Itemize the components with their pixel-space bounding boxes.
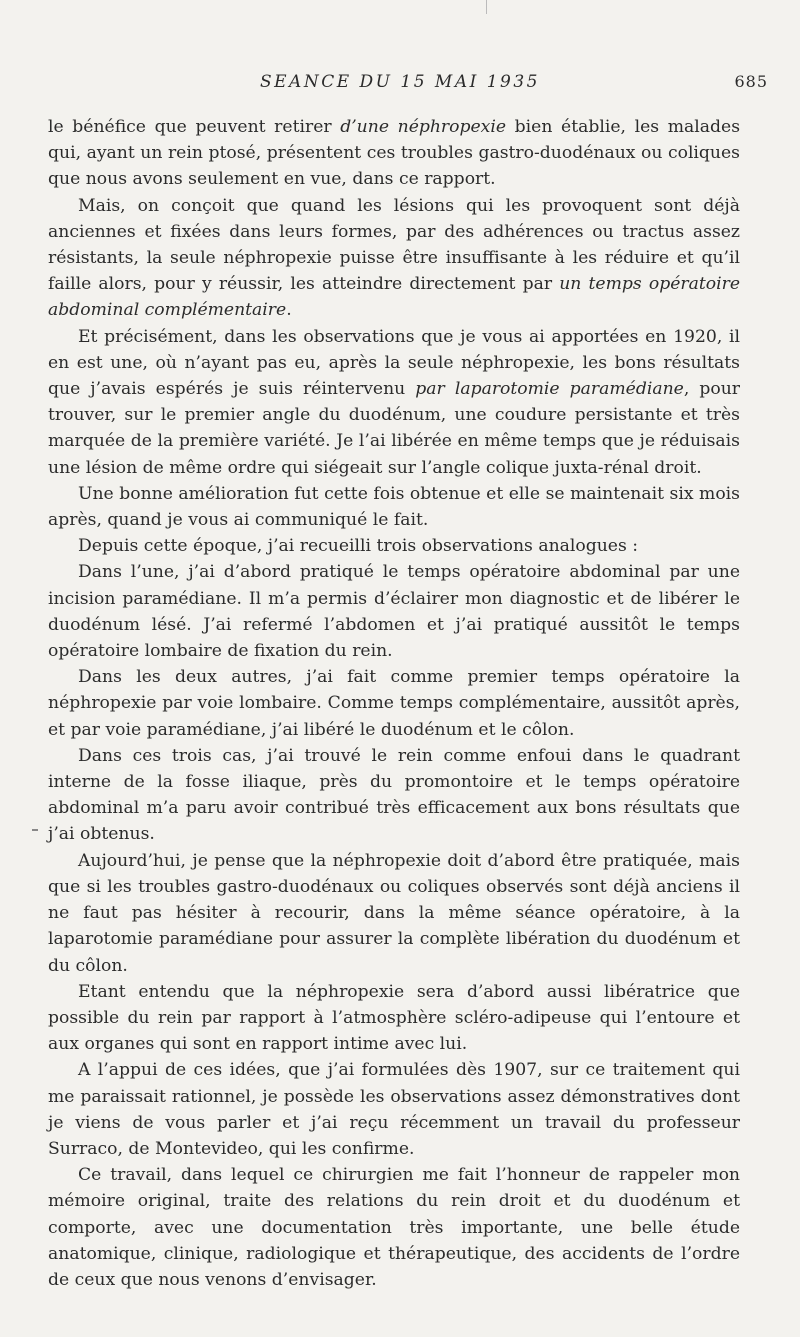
emphasis-text: d’une néphropexie	[340, 117, 507, 137]
body-text	[48, 114, 740, 1293]
text-run: Et précisément, dans les observations que je vous ai apportées en 1920, il en est une, où n’ayant pas eu, après la seule néphropexie, les bons résultats que j’avais espérés je suis réintervenu	[48, 326, 740, 400]
text-run: Dans l’une, j’ai d’abord pratiqué le temps opératoire abdominal par une incision paramédiane. Il m’a permis d’éclairer mon diagnostic et de libérer le duodénum lésé. J’ai refermé l’abdomen et j’ai pratiqué aussitôt le temps opératoire lombaire de fixation du rein.	[48, 562, 740, 662]
text-run: Dans les deux autres, j’ai fait comme premier temps opératoire la néphropexie par voie lombaire. Comme temps complémentaire, aussitôt après, et par voie paramédiane, j’ai libéré le duodénum et le côlon.	[48, 667, 740, 740]
paragraph	[48, 193, 740, 324]
paragraph	[48, 979, 740, 1058]
paragraph	[48, 559, 740, 664]
text-run: Ce travail, dans lequel ce chirurgien me fait l’honneur de rappeler mon mémoire original, traite des relations du rein droit et du duodénum et comporte, avec une documentation très importante, une belle étude anatomique, clinique, radiologique et thérapeutique, des accidents de l’ordre de ceux que nous venons d’envisager.	[48, 1165, 740, 1290]
margin-mark	[32, 829, 38, 831]
text-run: le bénéfice que peuvent retirer	[48, 117, 341, 137]
page-top-mark	[486, 0, 487, 14]
running-header-title: SEANCE DU 15 MAI 1935	[260, 72, 540, 92]
paragraph	[48, 1057, 740, 1162]
paragraph	[48, 114, 740, 193]
text-run: Aujourd’hui, je pense que la néphropexie doit d’abord être pratiquée, mais que si les troubles gastro-duodénaux ou coliques observés sont déjà anciens il ne faut pas hésiter à recourir, dans la même séance opératoire, à la laparotomie paramédiane pour assurer la complète libération du duodénum et du côlon.	[48, 850, 740, 976]
paragraph	[48, 533, 740, 559]
paragraph	[48, 848, 740, 979]
paragraph	[48, 1162, 740, 1293]
text-run: Etant entendu que la néphropexie sera d’abord aussi libératrice que possible du rein par rapport à l’atmosphère scléro-adipeuse qui l’entoure et aux organes qui sont en rapport intime avec lui.	[48, 981, 740, 1055]
emphasis-text: par laparotomie paramédiane	[415, 379, 684, 400]
paragraph	[48, 664, 740, 743]
running-header	[0, 72, 800, 96]
paragraph	[48, 324, 740, 481]
text-run: bien établie, les malades qui, ayant un rein ptosé, présentent ces troubles gastro-duodénaux ou coliques que nous avons seulement en vue, dans ce rapport.	[48, 117, 741, 190]
page-number: 685	[734, 72, 768, 91]
paragraph	[48, 743, 740, 848]
emphasis-text: un temps opératoire abdominal complémentaire	[48, 274, 740, 321]
text-run: Depuis cette époque, j’ai recueilli trois observations analogues :	[78, 536, 639, 557]
text-run: A l’appui de ces idées, que j’ai formulées dès 1907, sur ce traitement qui me paraissait rationnel, je possède les observations assez démonstratives dont je viens de vous parler et j’ai reçu récemment un travail du professeur Surraco, de Montevideo, qui les confirme.	[48, 1060, 740, 1159]
text-run: Une bonne amélioration fut cette fois obtenue et elle se maintenait six mois après, quand je vous ai communiqué le fait.	[48, 483, 740, 531]
text-run: Mais, on conçoit que quand les lésions qui les provoquent sont déjà anciennes et fixées dans leurs formes, par des adhérences ou tractus assez résistants, la seule néphropexie puisse être insuffisante à les réduire et qu’il faille alors, pour y réussir, les atteindre directement par	[48, 195, 740, 295]
text-run: Dans ces trois cas, j’ai trouvé le rein comme enfoui dans le quadrant interne de la fosse iliaque, près du promontoire et le temps opératoire abdominal m’a paru avoir contribué très efficacement aux bons résultats que j’ai obtenus.	[48, 745, 740, 845]
text-run: .	[286, 300, 292, 321]
text-run: , pour trouver, sur le premier angle du duodénum, une coudure persistante et très marquée de la première variété. Je l’ai libérée en même temps que je réduisais une lésion de même ordre qui siégeait sur l’angle colique juxta-rénal droit.	[48, 379, 741, 478]
paragraph	[48, 481, 740, 533]
